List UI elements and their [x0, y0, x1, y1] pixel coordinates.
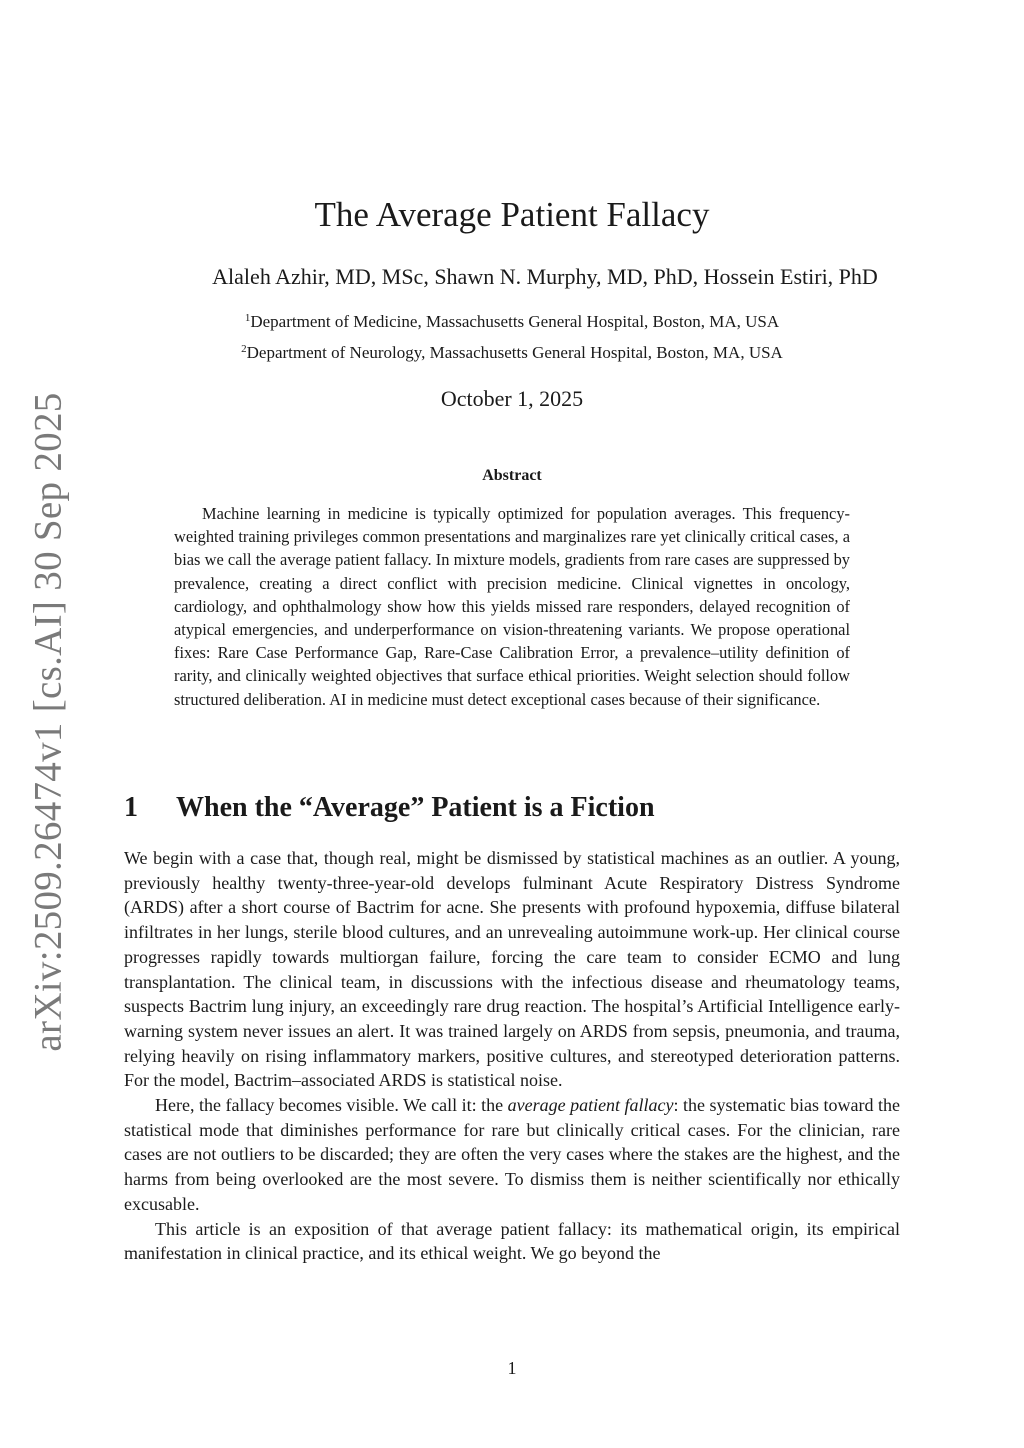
arxiv-identifier[interactable]: arXiv:2509.26474v1 [cs.AI] 30 Sep 2025 [26, 392, 70, 1052]
body-paragraph: We begin with a case that, though real, might be dismissed by statistical machines as an outlier. A young, previously healthy twenty-three-year-old develops fulminant Acute Respiratory Distress Syndrome (ARDS) after a short course of Bactrim for acne. She presents with profound hypoxemia, diffuse bilateral infiltrates in her lungs, sterile blood cultures, and an unrevealing autoimmune work-up. Her clinical course progresses rapidly towards multiorgan failure, forcing the care team to consider ECMO and lung transplantation. The clinical team, in discussions with the infectious disease and rheumatology teams, suspects Bactrim lung injury, an exceedingly rare drug reaction. The hospital’s Artificial Intelligence early-warning system never issues an alert. It was trained largely on ARDS from sepsis, pneumonia, and trauma, relying heavily on rising inflammatory markers, positive cultures, and stereotyped deterioration patterns. For the model, Bactrim–associated ARDS is statistical noise. [124, 848, 900, 1091]
section-title: When the “Average” Patient is a Fiction [176, 792, 655, 823]
section-number: 1 [124, 792, 138, 823]
section-heading [124, 792, 655, 824]
page-number: 1 [507, 1358, 517, 1378]
affiliation-mark: 2 [241, 343, 247, 355]
body-paragraph [124, 1093, 900, 1217]
abstract-text: Machine learning in medicine is typically optimized for population averages. This frequency-weighted training privileges common presentations and marginalizes rare yet clinically critical cases, a bias we call the average patient fallacy. In mixture models, gradients from rare cases are suppressed by prevalence, creating a direct conflict with precision medicine. Clinical vignettes in oncology, cardiology, and ophthalmology show how this yields missed rare responders, delayed recognition of atypical emergencies, and underperformance on vision-threatening variants. We propose operational fixes: Rare Case Performance Gap, Rare-Case Calibration Error, a prevalence–utility definition of rarity, and clinically weighted objectives that surface ethical priorities. Weight selection should follow structured deliberation. AI in medicine must detect exceptional cases because of their significance. [174, 504, 850, 709]
affiliation-text: Department of Neurology, Massachusetts General Hospital, Boston, MA, USA [246, 343, 783, 362]
section-body [124, 846, 900, 1266]
paragraph-text: Here, the fallacy becomes visible. We call it: the [155, 1095, 508, 1116]
emphasized-term: average patient fallacy [507, 1095, 674, 1116]
publication-date: October 1, 2025 [440, 386, 584, 411]
affiliation-text: Department of Medicine, Massachusetts General Hospital, Boston, MA, USA [250, 312, 780, 331]
paragraph-text: : the systematic bias toward the statistical mode that diminishes performance for rare but clinically critical cases. For the clinician, rare cases are not outliers to be discarded; they are often the very cases where the stakes are the highest, and the harms from being overlooked are the most severe. To dismiss them is neither scientifically nor ethically excusable. [124, 1095, 900, 1214]
abstract-heading: Abstract [482, 467, 542, 484]
paper-title: The Average Patient Fallacy [314, 195, 710, 234]
affiliation-mark: 1 [244, 312, 251, 324]
author-list: Alaleh Azhir, MD, MSc, Shawn N. Murphy, MD, PhD, Hossein Estiri, PhD [212, 264, 878, 289]
body-paragraph: This article is an exposition of that average patient fallacy: its mathematical origin, its empirical manifestation in clinical practice, and its ethical weight. We go beyond the [124, 1218, 900, 1264]
affiliation-1 [0, 312, 1024, 332]
affiliation-2 [0, 343, 1024, 363]
